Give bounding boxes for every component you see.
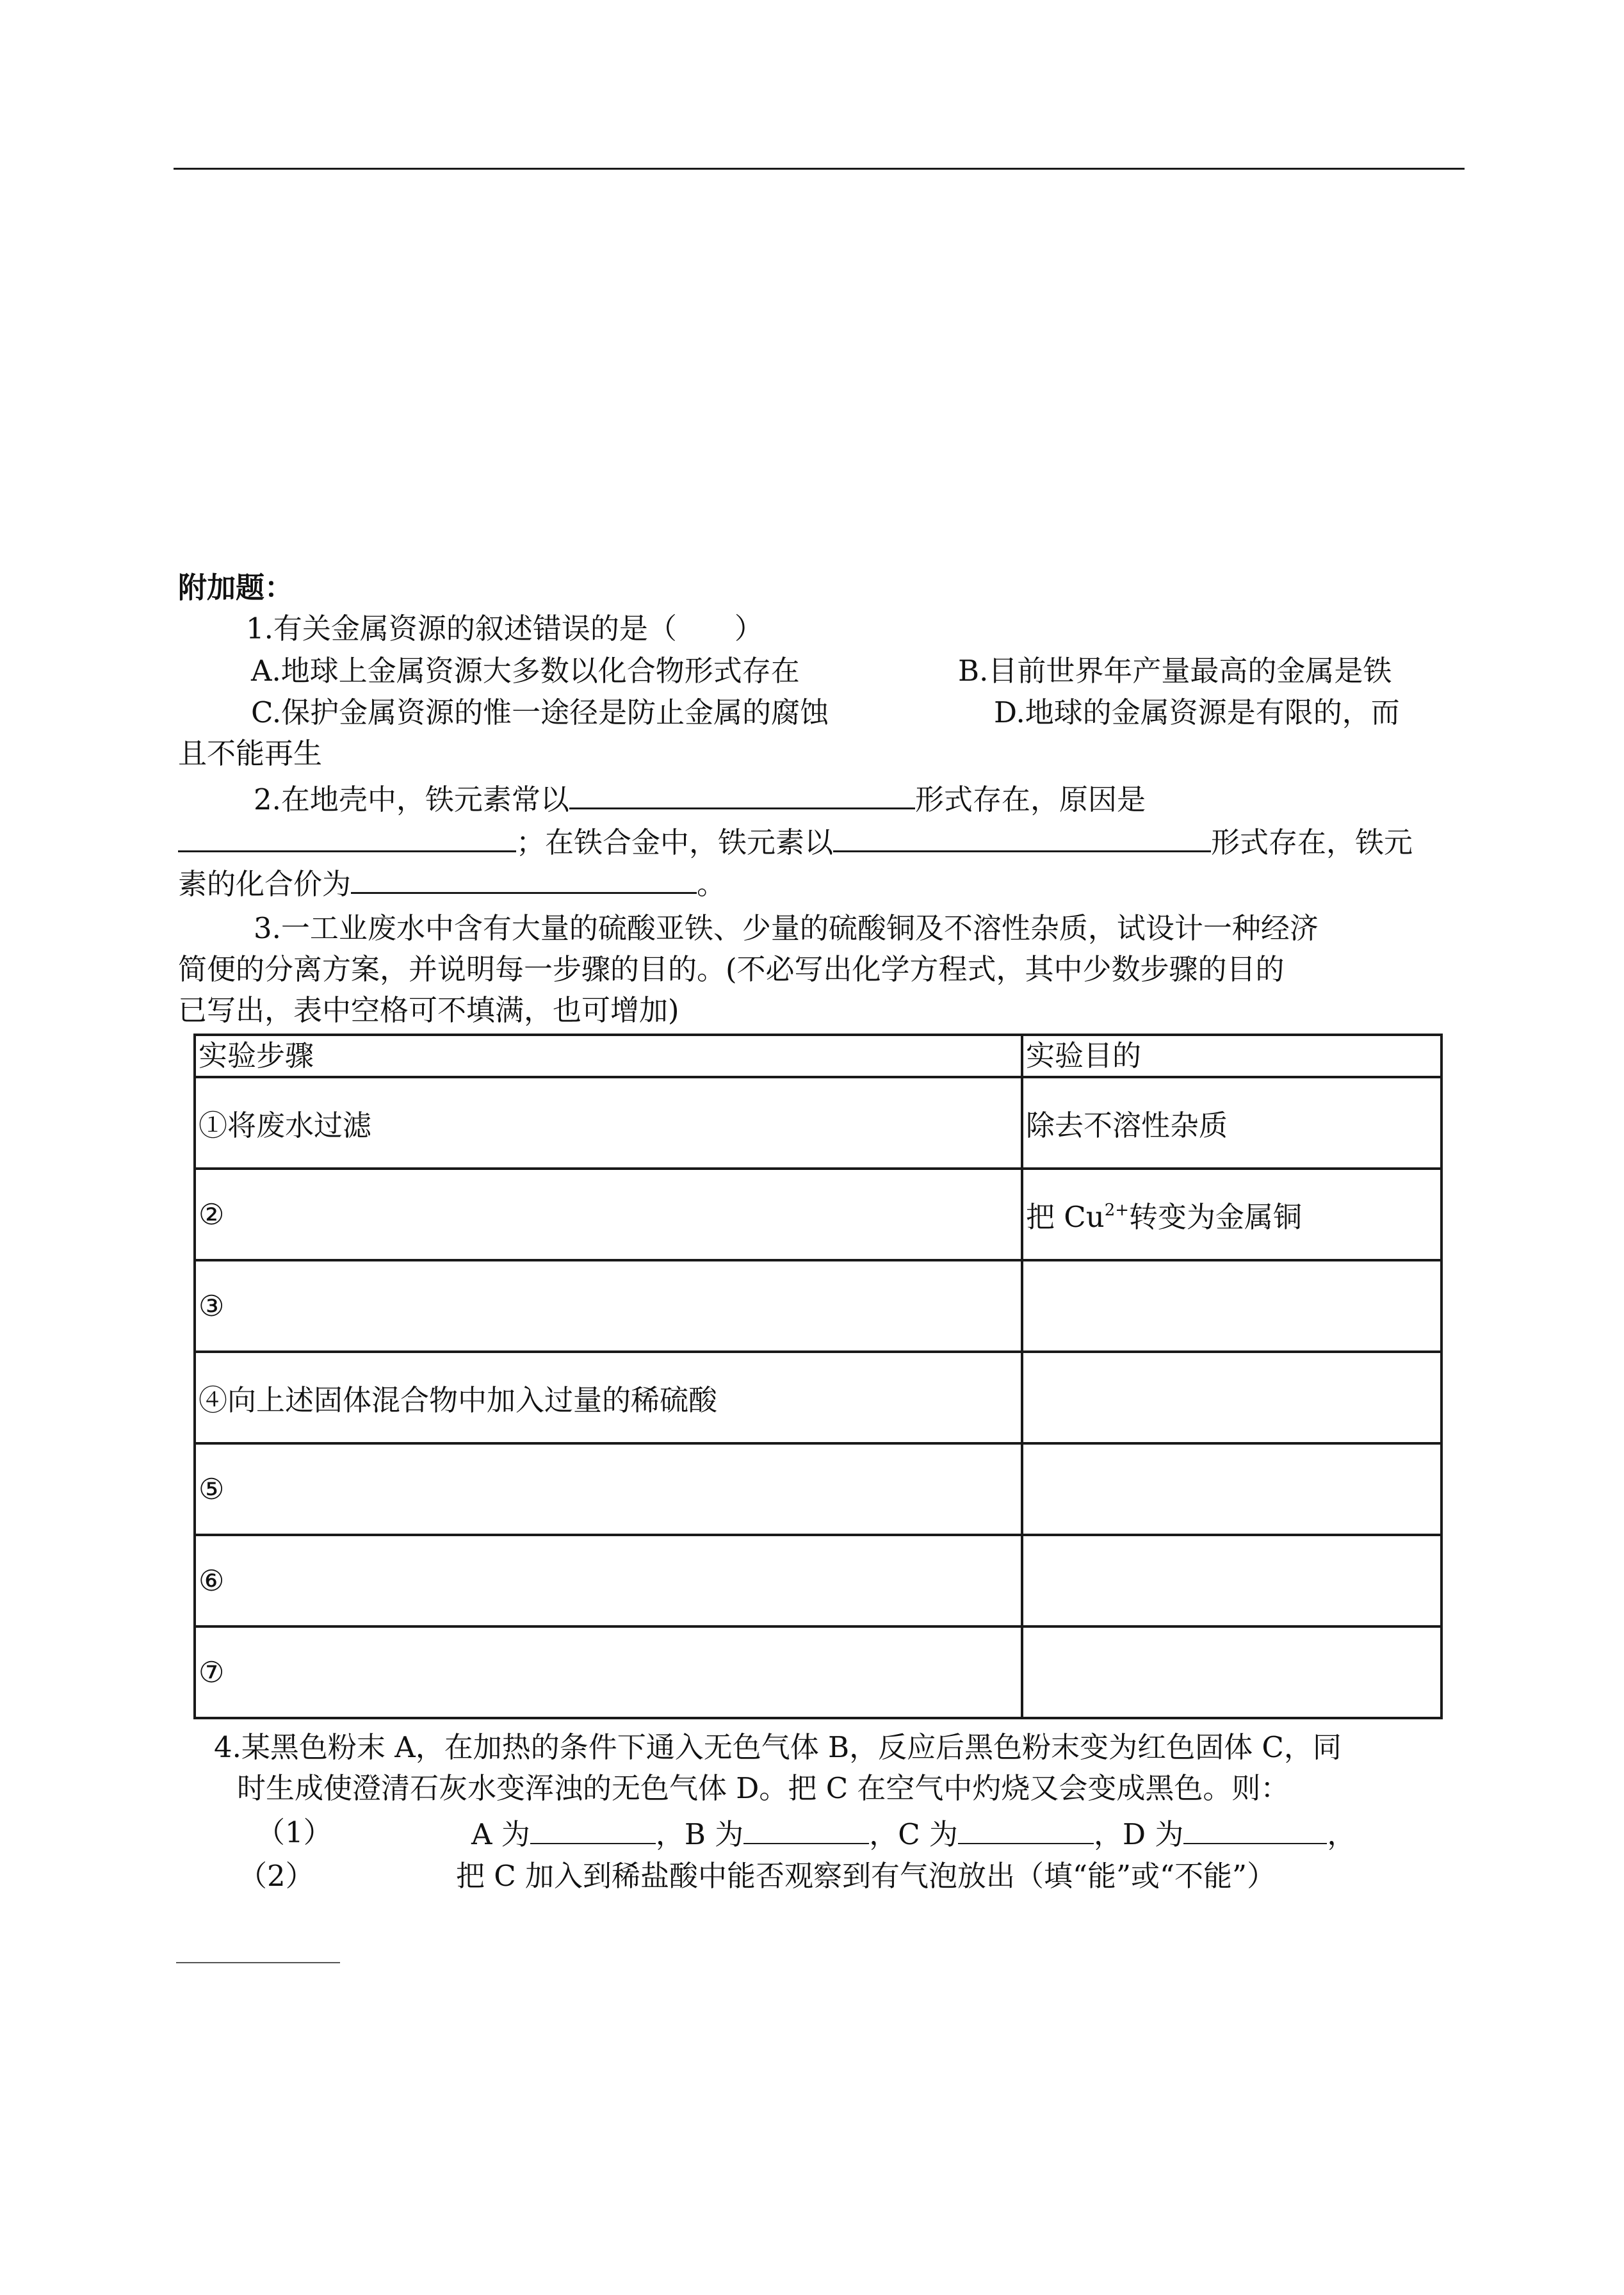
section-title: 附加题： [178,571,294,604]
q1-option-c: C.保护金属资源的惟一途径是防止金属的腐蚀 [251,695,829,729]
q2-text-3: ；在铁合金中，铁元素以 [516,825,834,859]
purpose-cell[interactable] [1022,1535,1441,1626]
purpose-cell: 除去不溶性杂质 [1022,1077,1441,1169]
step-cell: ③ [195,1260,1022,1352]
step-cell: ④向上述固体混合物中加入过量的稀硫酸 [195,1352,1022,1443]
q2-line-1 [254,777,1146,819]
q2-blank-form[interactable] [569,777,915,809]
purpose-prefix: 把 Cu [1026,1200,1105,1234]
q2-blank-reason[interactable] [178,820,516,852]
q1-option-d-continued: 且不能再生 [178,736,323,770]
header-purpose: 实验目的 [1022,1035,1441,1077]
q2-line-3 [178,861,726,904]
b-answer-blank[interactable] [743,1813,869,1844]
purpose-cell[interactable] [1022,1626,1441,1718]
table-row [195,1352,1441,1443]
q2-text-1: 2.在地壳中，铁元素常以 [254,783,569,816]
q4-sub2-label: （2） [238,1859,314,1893]
q2-blank-valence[interactable] [351,861,697,894]
table-row [195,1443,1441,1535]
table-row [195,1077,1441,1169]
header-rule [174,168,1465,170]
c-answer-blank[interactable] [958,1813,1094,1844]
table-row [195,1260,1441,1352]
answer-line[interactable] [176,1962,340,1963]
experiment-table [193,1034,1443,1719]
table-row [195,1626,1441,1718]
header-steps: 实验步骤 [195,1035,1022,1077]
purpose-suffix: 转变为金属铜 [1129,1200,1303,1234]
step-cell: ⑥ [195,1535,1022,1626]
table-row [195,1535,1441,1626]
q4-sub1-end: ， [1327,1817,1356,1851]
b-label: ，B 为 [655,1817,744,1851]
q4-line-2: 时生成使澄清石灰水变浑浊的无色气体 D。把 C 在空气中灼烧又会变成黑色。则： [237,1771,1290,1805]
purpose-cell[interactable] [1022,1260,1441,1352]
q4-line-1: 4.某黑色粉末 A，在加热的条件下通入无色气体 B，反应后黑色粉末变为红色固体 C，同 [214,1730,1342,1764]
q1-option-b: B.目前世界年产量最高的金属是铁 [958,654,1392,688]
purpose-cell[interactable] [1022,1352,1441,1443]
a-answer-blank[interactable] [530,1813,656,1844]
d-answer-blank[interactable] [1183,1813,1327,1844]
table-header-row [195,1035,1441,1077]
q2-text-5: 素的化合价为 [178,867,352,901]
purpose-cell [1022,1169,1441,1260]
q3-line-3: 已写出，表中空格可不填满，也可增加) [178,993,679,1027]
q1-stem: 1.有关金属资源的叙述错误的是（ ） [246,612,763,645]
d-label: ，D 为 [1093,1817,1184,1851]
q4-sub1-line [471,1813,1356,1854]
c-label: ，C 为 [869,1817,958,1851]
step-cell: ⑤ [195,1443,1022,1535]
q2-text-4: 形式存在，铁元 [1211,825,1413,859]
q4-sub1-label: （1） [256,1815,332,1849]
q4-sub2-text: 把 C 加入到稀盐酸中能否观察到有气泡放出（填“能”或“不能”） [456,1859,1276,1893]
q3-line-2: 简便的分离方案，并说明每一步骤的目的。(不必写出化学方程式，其中少数步骤的目的 [178,952,1285,986]
a-label: A 为 [471,1817,530,1851]
q2-line-2 [178,820,1413,862]
step-cell: ⑦ [195,1626,1022,1718]
q2-text-6: 。 [697,867,726,901]
charge-superscript: 2+ [1104,1201,1130,1220]
table-row [195,1169,1441,1260]
q2-text-2: 形式存在，原因是 [914,783,1146,816]
step-cell: ② [195,1169,1022,1260]
q2-blank-alloy-form[interactable] [833,820,1211,852]
q1-option-d: D.地球的金属资源是有限的，而 [994,695,1400,729]
step-cell: ①将废水过滤 [195,1077,1022,1169]
purpose-cell[interactable] [1022,1443,1441,1535]
q3-line-1: 3.一工业废水中含有大量的硫酸亚铁、少量的硫酸铜及不溶性杂质，试设计一种经济 [254,911,1319,945]
q1-option-a: A.地球上金属资源大多数以化合物形式存在 [251,654,800,688]
